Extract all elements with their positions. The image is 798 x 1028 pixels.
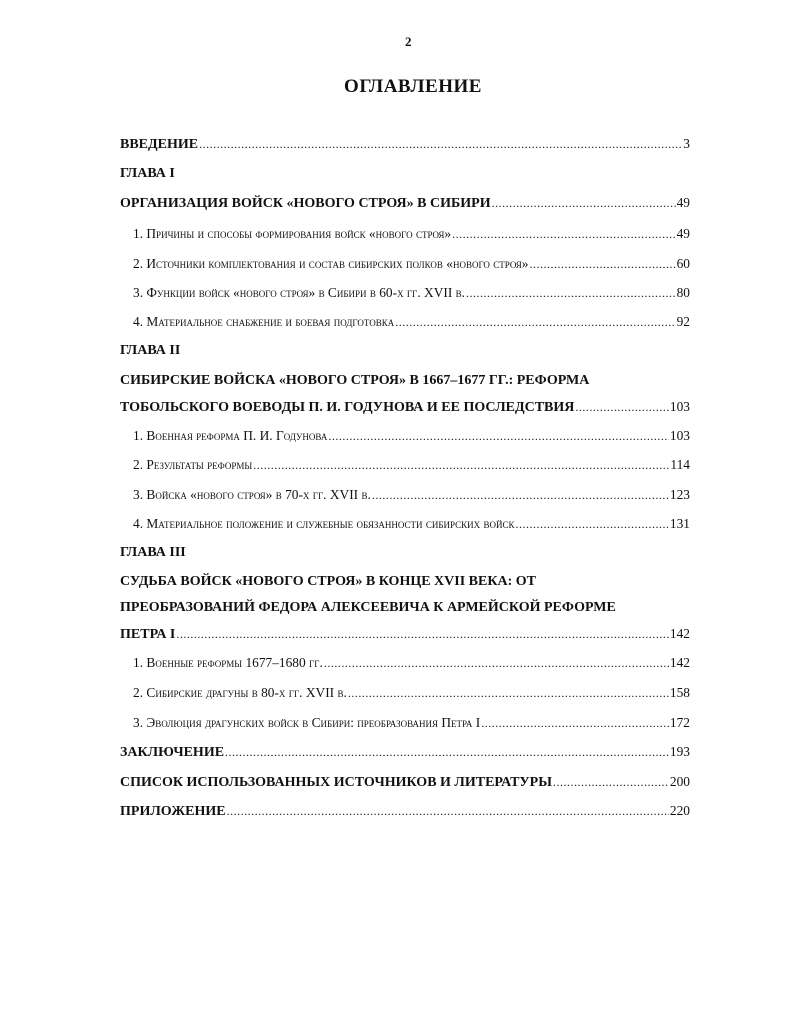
toc-entry-page: 193 (669, 744, 690, 759)
toc-subentry[interactable] (133, 487, 690, 509)
toc-entry-page: 158 (669, 685, 690, 700)
dot-leader (395, 315, 675, 330)
toc-subentry[interactable] (133, 226, 690, 248)
toc-entry-chapter-3[interactable] (120, 626, 690, 648)
toc-entry-page: 172 (669, 715, 690, 730)
toc-entry-page: 142 (669, 626, 690, 641)
toc-entry-label: 1. Военные реформы 1677–1680 гг. (133, 655, 323, 670)
page-title: ОГЛАВЛЕНИЕ (344, 76, 482, 97)
toc-entry-label: ТОБОЛЬСКОГО ВОЕВОДЫ П. И. ГОДУНОВА И ЕЕ ПОСЛЕДСТВИЯ (120, 400, 575, 415)
toc-entry-page: 60 (676, 256, 690, 271)
toc-entry-page: 131 (669, 516, 690, 531)
dot-leader (324, 656, 669, 671)
toc-entry-page: 123 (669, 487, 690, 502)
dot-leader (372, 488, 669, 503)
chapter-3-label: ГЛАВА III (120, 545, 186, 560)
toc-subentry[interactable] (133, 655, 690, 677)
toc-entry-page: 103 (669, 399, 690, 414)
toc-subentry[interactable] (133, 256, 690, 278)
toc-entry-conclusion[interactable] (120, 744, 690, 766)
toc-entry-label: 4. Материальное снабжение и боевая подготовка (133, 314, 395, 329)
toc-entry-label: ПЕТРА I (120, 627, 176, 642)
dot-leader (328, 429, 669, 444)
toc-entry-label: 2. Сибирские драгуны в 80-х гг. XVII в. (133, 685, 347, 700)
dot-leader (176, 627, 669, 642)
toc-entry-label: 2. Результаты реформы (133, 457, 253, 472)
toc-entry-page: 49 (676, 195, 690, 210)
toc-entry-label: 2. Источники комплектования и состав сибирских полков «нового строя» (133, 256, 529, 271)
toc-subentry[interactable] (133, 314, 690, 336)
dot-leader (348, 686, 669, 701)
toc-entry-page: 103 (669, 428, 690, 443)
toc-entry-label: 3. Войска «нового строя» в 70-х гг. XVII в. (133, 487, 371, 502)
toc-entry-page: 220 (669, 803, 690, 818)
toc-subentry[interactable] (133, 428, 690, 450)
toc-entry-label: 3. Функции войск «нового строя» в Сибири в 60-х гг. XVII в. (133, 285, 465, 300)
toc-entry-label: ВВЕДЕНИЕ (120, 137, 199, 152)
chapter-2-title-line-1: СИБИРСКИЕ ВОЙСКА «НОВОГО СТРОЯ» В 1667–1677 ГГ.: РЕФОРМА (120, 373, 590, 388)
toc-subentry[interactable] (133, 516, 690, 538)
chapter-3-title-line-1: СУДЬБА ВОЙСК «НОВОГО СТРОЯ» В КОНЦЕ XVII ВЕКА: ОТ (120, 574, 537, 589)
toc-subentry[interactable] (133, 285, 690, 307)
page-number: 2 (405, 34, 412, 49)
dot-leader (225, 745, 669, 760)
dot-leader (227, 804, 669, 819)
toc-entry-appendix[interactable] (120, 803, 690, 825)
dot-leader (452, 227, 676, 242)
chapter-2-label: ГЛАВА II (120, 343, 181, 358)
toc-entry-label: 4. Материальное положение и служебные обязанности сибирских войск (133, 516, 515, 531)
chapter-1-label: ГЛАВА I (120, 166, 175, 181)
toc-entry-chapter-2[interactable] (120, 399, 690, 421)
toc-subentry[interactable] (133, 715, 690, 737)
toc-entry-label: 1. Причины и способы формирования войск «нового строя» (133, 226, 452, 241)
dot-leader (515, 517, 668, 532)
dot-leader (466, 286, 676, 301)
toc-subentry[interactable] (133, 457, 690, 479)
toc-subentry[interactable] (133, 685, 690, 707)
dot-leader (492, 196, 676, 211)
toc-entry-page: 200 (669, 774, 690, 789)
toc-entry-page: 3 (683, 136, 690, 151)
toc-entry-page: 92 (676, 314, 690, 329)
toc-entry-sources[interactable] (120, 774, 690, 796)
toc-entry-chapter-1[interactable] (120, 195, 690, 217)
dot-leader (553, 775, 669, 790)
toc-entry-page: 49 (676, 226, 690, 241)
dot-leader (253, 458, 669, 473)
chapter-3-title-line-2: ПРЕОБРАЗОВАНИЙ ФЕДОРА АЛЕКСЕЕВИЧА К АРМЕЙСКОЙ РЕФОРМЕ (120, 600, 616, 615)
toc-entry-label: СПИСОК ИСПОЛЬЗОВАННЫХ ИСТОЧНИКОВ И ЛИТЕРАТУРЫ (120, 775, 552, 790)
toc-entry-label: ОРГАНИЗАЦИЯ ВОЙСК «НОВОГО СТРОЯ» В СИБИРИ (120, 196, 491, 211)
toc-entry-page: 142 (669, 655, 690, 670)
toc-entry-page: 80 (676, 285, 690, 300)
toc-entry-label: ЗАКЛЮЧЕНИЕ (120, 745, 225, 760)
toc-entry-intro[interactable] (120, 136, 690, 158)
dot-leader (575, 400, 669, 415)
toc-entry-label: 1. Военная реформа П. И. Годунова (133, 428, 328, 443)
toc-entry-label: 3. Эволюция драгунских войск в Сибири: преобразования Петра I (133, 715, 481, 730)
dot-leader (529, 257, 675, 272)
toc-entry-label: ПРИЛОЖЕНИЕ (120, 804, 226, 819)
dot-leader (199, 137, 682, 152)
dot-leader (481, 716, 669, 731)
toc-entry-page: 114 (670, 457, 690, 472)
